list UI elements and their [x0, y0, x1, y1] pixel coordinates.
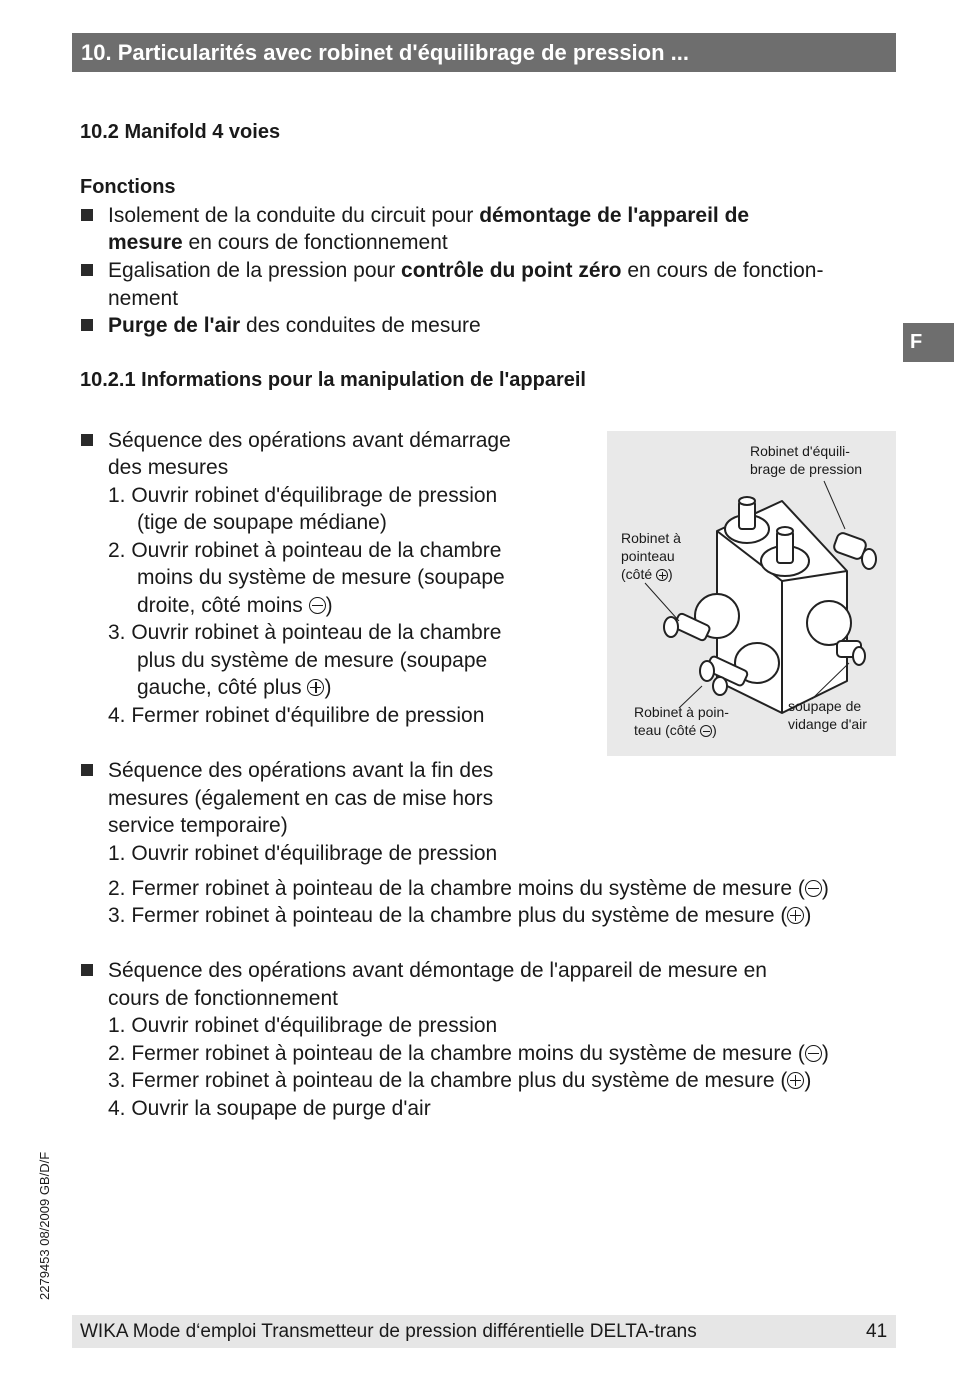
sequence-1-step-1-cont: (tige de soupape médiane)	[137, 511, 387, 534]
page-header: 10. Particularités avec robinet d'équilibrage de pression ...	[72, 33, 896, 72]
function-item-2-line1: Egalisation de la pression pour contrôle du point zéro en cours de fonction-	[108, 259, 824, 282]
plus-circle-icon	[787, 1072, 804, 1089]
sequence-2-step-2: 2. Fermer robinet à pointeau de la chambre moins du système de mesure ( )	[108, 877, 829, 900]
functions-title: Fonctions	[80, 176, 176, 198]
sequence-3-step-2: 2. Fermer robinet à pointeau de la chambre moins du système de mesure ( )	[108, 1042, 829, 1065]
plus-circle-icon	[787, 907, 804, 924]
sequence-2-title-line3: service temporaire)	[108, 814, 288, 837]
plus-circle-icon	[307, 679, 324, 696]
minus-circle-icon	[805, 880, 822, 897]
manifold-figure	[607, 431, 896, 756]
sequence-1-step-1: 1. Ouvrir robinet d'équilibrage de pression	[108, 484, 498, 507]
sequence-3-step-3: 3. Fermer robinet à pointeau de la chambre plus du système de mesure ( )	[108, 1069, 812, 1092]
footer-text: WIKA Mode d‘emploi Transmetteur de pression différentielle DELTA-trans	[80, 1321, 697, 1342]
function-item-1-line1: Isolement de la conduite du circuit pour démontage de l'appareil de	[108, 204, 750, 227]
sequence-3-step-4: 4. Ouvrir la soupape de purge d'air	[108, 1097, 431, 1120]
sequence-1-title-line1: Séquence des opérations avant démarrage	[108, 429, 511, 452]
label-equalising-valve: Robinet d'équili- brage de pression	[750, 443, 863, 477]
page-number: 41	[866, 1321, 888, 1342]
sequence-2-title-line2: mesures (également en cas de mise hors	[108, 787, 494, 810]
sequence-2-title-line1: Séquence des opérations avant la fin des	[108, 759, 494, 782]
minus-circle-icon	[700, 725, 712, 737]
minus-circle-icon	[309, 597, 326, 614]
sequence-1-step-4: 4. Fermer robinet d'équilibre de pression	[108, 704, 485, 727]
sequence-3-step-1: 1. Ouvrir robinet d'équilibrage de pression	[108, 1014, 498, 1037]
bullet-icon	[81, 264, 93, 276]
minus-circle-icon	[805, 1045, 822, 1062]
section-title: 10.2 Manifold 4 voies	[80, 121, 281, 143]
label-needle-valve-minus: Robinet à poin- teau (côté )	[634, 704, 729, 738]
sequence-1-title-line2: des mesures	[108, 456, 229, 479]
sequence-3-title-line1: Séquence des opérations avant démontage de l'appareil de mesure en	[108, 959, 767, 982]
bullet-icon	[81, 964, 93, 976]
function-item-2-line2: nement	[108, 287, 179, 310]
sequence-1-step-3-end: gauche, côté plus )	[137, 676, 332, 699]
document-code: 2279453 08/2009 GB/D/F	[37, 1151, 52, 1300]
sequence-1-step-2-cont: moins du système de mesure (soupape	[137, 566, 505, 589]
label-needle-valve-plus: Robinet à pointeau (côté )	[621, 530, 681, 582]
label-air-vent-valve: soupape de vidange d'air	[788, 698, 867, 732]
function-item-3: Purge de l'air des conduites de mesure	[108, 314, 481, 337]
subsection-title: 10.2.1 Informations pour la manipulation de l'appareil	[80, 369, 586, 391]
bullet-icon	[81, 434, 93, 446]
language-tab: F	[903, 323, 954, 362]
sequence-2-step-1: 1. Ouvrir robinet d'équilibrage de pression	[108, 842, 498, 865]
sequence-1-step-3: 3. Ouvrir robinet à pointeau de la chambre	[108, 621, 502, 644]
bullet-icon	[81, 764, 93, 776]
sequence-1-step-2-end: droite, côté moins )	[137, 594, 333, 617]
sequence-3-title-line2: cours de fonctionnement	[108, 987, 338, 1010]
bullet-icon	[81, 319, 93, 331]
sequence-2-step-3: 3. Fermer robinet à pointeau de la chambre plus du système de mesure ( )	[108, 904, 812, 927]
plus-circle-icon	[656, 569, 668, 581]
sequence-1-step-3-cont: plus du système de mesure (soupape	[137, 649, 488, 672]
function-item-1-line2: mesure en cours de fonctionnement	[108, 231, 448, 254]
sequence-1-step-2: 2. Ouvrir robinet à pointeau de la chambre	[108, 539, 502, 562]
bullet-icon	[81, 209, 93, 221]
